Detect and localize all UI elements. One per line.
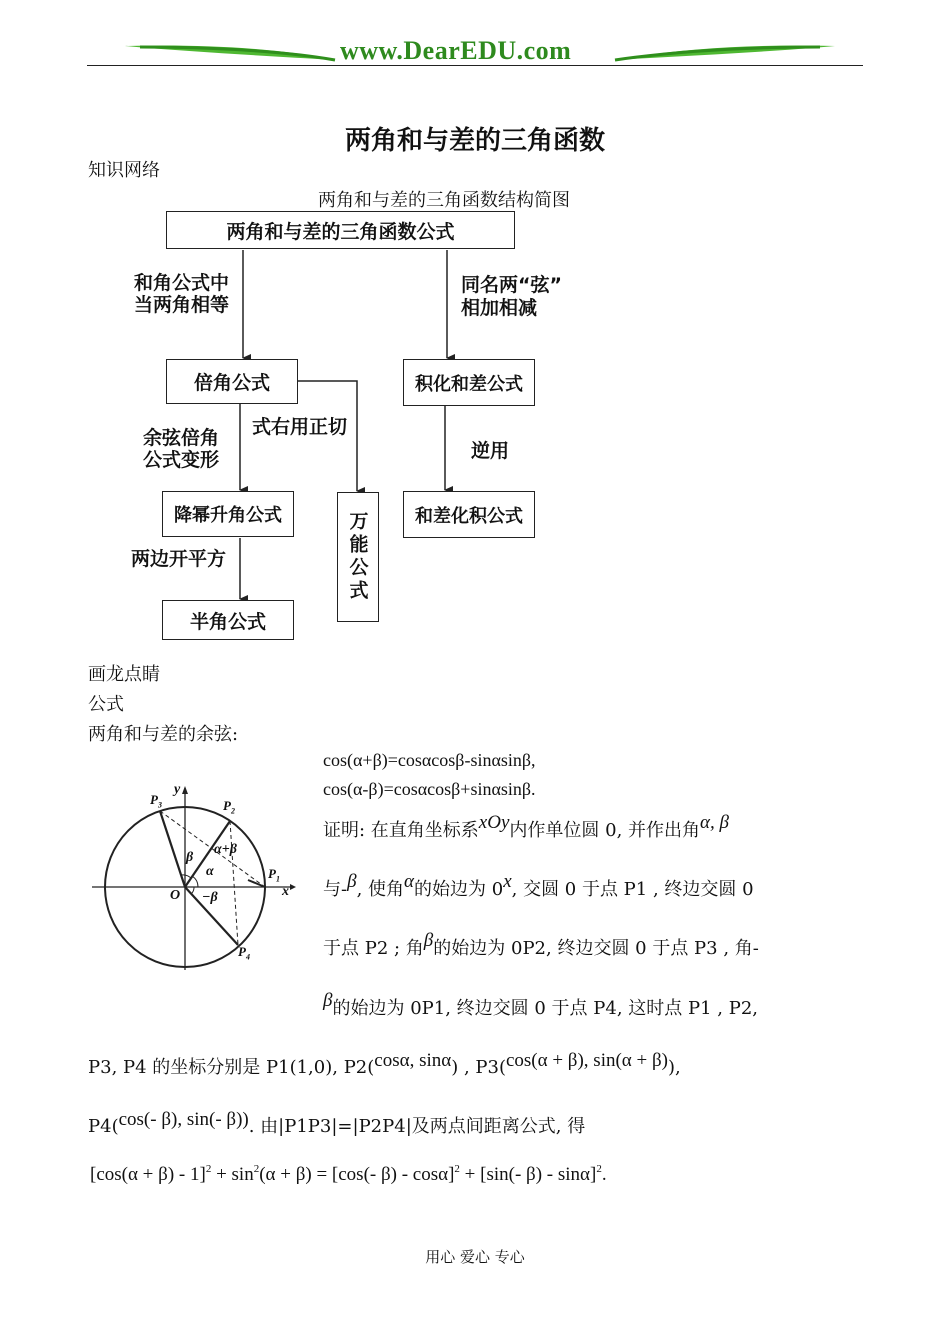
proof-line-5: P3, P4 的坐标分别是 P1(1,0), P2(cosα, sinα) , P3(cos(α + β), sin(α + β)), [88,1050,681,1078]
section-knowledge-network: 知识网络 [88,160,160,181]
label-p4: $P_4$ [238,944,250,962]
label-square-root: 两边开平方 [131,548,227,570]
box-product-to-sum: 积化和差公式 [403,359,535,406]
label-p2: $P_2$ [223,798,235,816]
box-double-angle: 倍角公式 [166,359,298,404]
label-y-axis: y [174,782,181,797]
page-title: 两角和与差的三角函数 [344,126,605,156]
label-left-branch-2: 当两角相等 [134,294,230,316]
box-sum-to-product: 和差化积公式 [403,491,535,538]
label-p1: $P_1$ [268,866,280,884]
page-footer: 用心 爱心 专心 [425,1248,525,1266]
cos-heading: 两角和与差的余弦: [88,724,239,745]
site-name: www.DearEDU.com [340,36,572,65]
proof-line-4: β的始边为 0P1, 终边交圆 0 于点 P4, 这时点 P1 , P2, [323,990,759,1019]
box-universal-formula: 万能公式 [337,492,379,622]
label-x-axis: x [282,884,289,899]
box-power-reduction: 降幂升角公式 [162,491,294,537]
label-right-branch-1: 同名两“弦” [461,274,562,296]
diagram-caption: 两角和与差的三角函数结构简图 [318,190,570,211]
proof-line-2: 与-β, 使角α的始边为 0x, 交圆 0 于点 P1 , 终边交圆 0 [323,871,754,900]
label-cos-double-2: 公式变形 [143,449,220,471]
label-alpha: α [206,864,214,879]
label-cos-double-1: 余弦倍角 [143,427,220,449]
label-minus-beta: −β [202,890,218,905]
proof-line-1: 证明: 在直角坐标系xOy内作单位圆 0, 并作出角α, β [323,812,729,841]
formula-cos-sum: cos(α+β)=cosαcosβ-sinαsinβ, [323,750,536,770]
label-p3: $P_3$ [150,792,162,810]
box-sum-difference-formulas: 两角和与差的三角函数公式 [166,211,515,249]
label-right-branch-2: 相加相减 [461,297,538,319]
proof-line-6: P4(cos(- β), sin(- β)). 由|P1P3|=|P2P4|及两点间距离公式, 得 [88,1109,586,1137]
distance-equation: $[\cos(\alpha + \beta) - 1]^2 + \sin^2(\alpha + \beta) = [\cos(-$ β) - cosα]$^2$ + [sin(- β) - sinα]$^2$. [90,1163,607,1185]
label-tangent: 式右用正切 [252,416,348,438]
label-reverse-use: 逆用 [471,440,510,462]
label-beta: β [186,850,194,865]
proof-line-3: 于点 P2 ; 角β的始边为 0P2, 终边交圆 0 于点 P3 , 角- [323,930,759,959]
label-origin: O [170,888,181,903]
formula-cos-diff: cos(α-β)=cosαcosβ+sinαsinβ. [323,779,536,799]
box-half-angle: 半角公式 [162,600,294,640]
label-alpha-plus-beta: α+β [214,842,237,857]
section-highlights: 画龙点睛 [88,664,160,685]
label-left-branch-1: 和角公式中 [134,272,230,294]
section-formulas: 公式 [88,694,124,715]
